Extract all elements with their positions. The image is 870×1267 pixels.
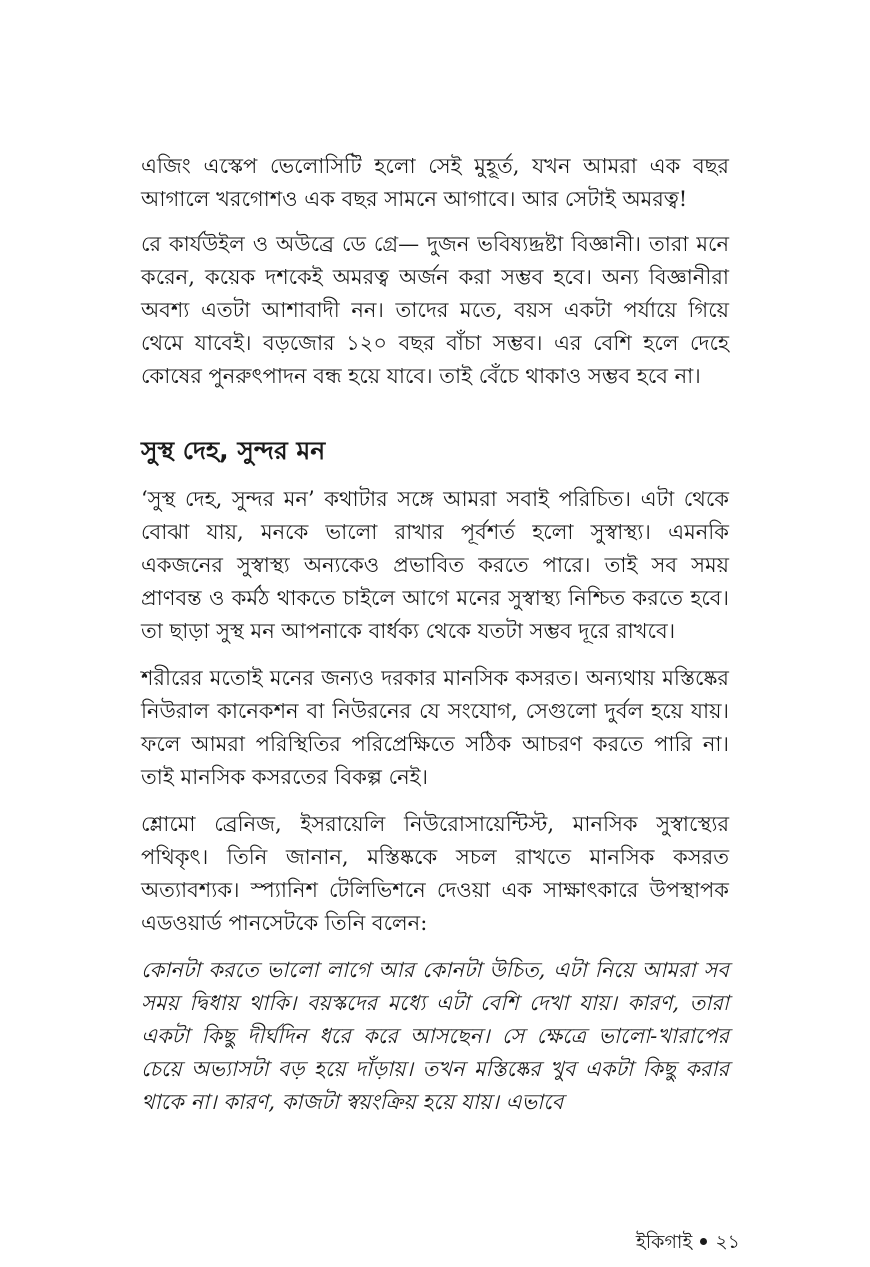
page-footer <box>636 1229 740 1255</box>
book-title: ইকিগাই <box>635 1231 693 1253</box>
page-number: ২১ <box>715 1231 740 1253</box>
paragraph-healthy-mind: ‘সুস্থ দেহ, সুন্দর মন’ কথাটার সঙ্গে আমরা সবাই পরিচিত। এটা থেকে বোঝা যায়, মনকে ভালো রাখার পূর্বশর্ত হলো সুস্বাস্থ্য। এমনকি একজনের সুস্বাস্থ্য অন্যকেও প্রভাবিত করতে পারে। তাই সব সময় প্রাণবন্ত ও কর্মঠ থাকতে চাইলে আগে মনের সুস্বাস্থ্য নিশ্চিত করতে হবে। তা ছাড়া সুস্থ মন আপনাকে বার্ধক্য থেকে যতটা সম্ভব দূরে রাখবে। <box>141 487 729 643</box>
paragraph-mental-exercise: শরীরের মতোই মনের জন্যও দরকার মানসিক কসরত। অন্যথায় মস্তিষ্কের নিউরাল কানেকশন বা নিউরনের যে সংযোগ, সেগুলো দুর্বল হয়ে যায়। ফলে আমরা পরিস্থিতির পরিপ্রেক্ষিতে সঠিক আচরণ করতে পারি না। তাই মানসিক কসরতের বিকল্প নেই। <box>141 666 729 789</box>
section-heading: সুস্থ দেহ, সুন্দর মন <box>141 436 326 465</box>
paragraph-escape-velocity: এজিং এস্কেপ ভেলোসিটি হলো সেই মুহূর্ত, যখন আমরা এক বছর আগালে খরগোশও এক বছর সামনে আগাবে। আর সেটাই অমরত্ব! <box>141 154 729 211</box>
bullet-separator-icon <box>700 1238 707 1245</box>
paragraph-shlomo-breznitz: শ্লোমো ব্রেনিজ, ইসরায়েলি নিউরোসায়েন্টিস্ট, মানসিক সুস্বাস্থ্যের পথিকৃৎ। তিনি জানান, মস্তিষ্ককে সচল রাখতে মানসিক কসরত অত্যাবশ্যক। স্প্যানিশ টেলিভিশনে দেওয়া এক সাক্ষাৎকারে উপস্থাপক এডওয়ার্ড পানসেটকে তিনি বলেন: <box>141 812 729 935</box>
page-body <box>141 150 729 1119</box>
paragraph-futurists: রে কার্যউইল ও অউব্রে ডে গ্রে— দুজন ভবিষ্যদ্দ্রষ্টা বিজ্ঞানী। তারা মনে করেন, কয়েক দশকেই অমরত্ব অর্জন করা সম্ভব হবে। অন্য বিজ্ঞানীরা অবশ্য এতটা আশাবাদী নন। তাদের মতে, বয়স একটা পর্যায়ে গিয়ে থেমে যাবেই। বড়জোর ১২০ বছর বাঁচা সম্ভব। এর বেশি হলে দেহে কোষের পুনরুৎপাদন বন্ধ হয়ে যাবে। তাই বেঁচে থাকাও সম্ভব হবে না। <box>141 232 729 388</box>
quote-block: কোনটা করতে ভালো লাগে আর কোনটা উচিত, এটা নিয়ে আমরা সব সময় দ্বিধায় থাকি। বয়স্কদের মধ্যে এটা বেশি দেখা যায়। কারণ, তারা একটা কিছু দীর্ঘদিন ধরে করে আসছেন। সে ক্ষেত্রে ভালো-খারাপের চেয়ে অভ্যাসটা বড় হয়ে দাঁড়ায়। তখন মস্তিষ্কের খুব একটা কিছু করার থাকে না। কারণ, কাজটা স্বয়ংক্রিয় হয়ে যায়। এভাবে <box>141 958 729 1114</box>
